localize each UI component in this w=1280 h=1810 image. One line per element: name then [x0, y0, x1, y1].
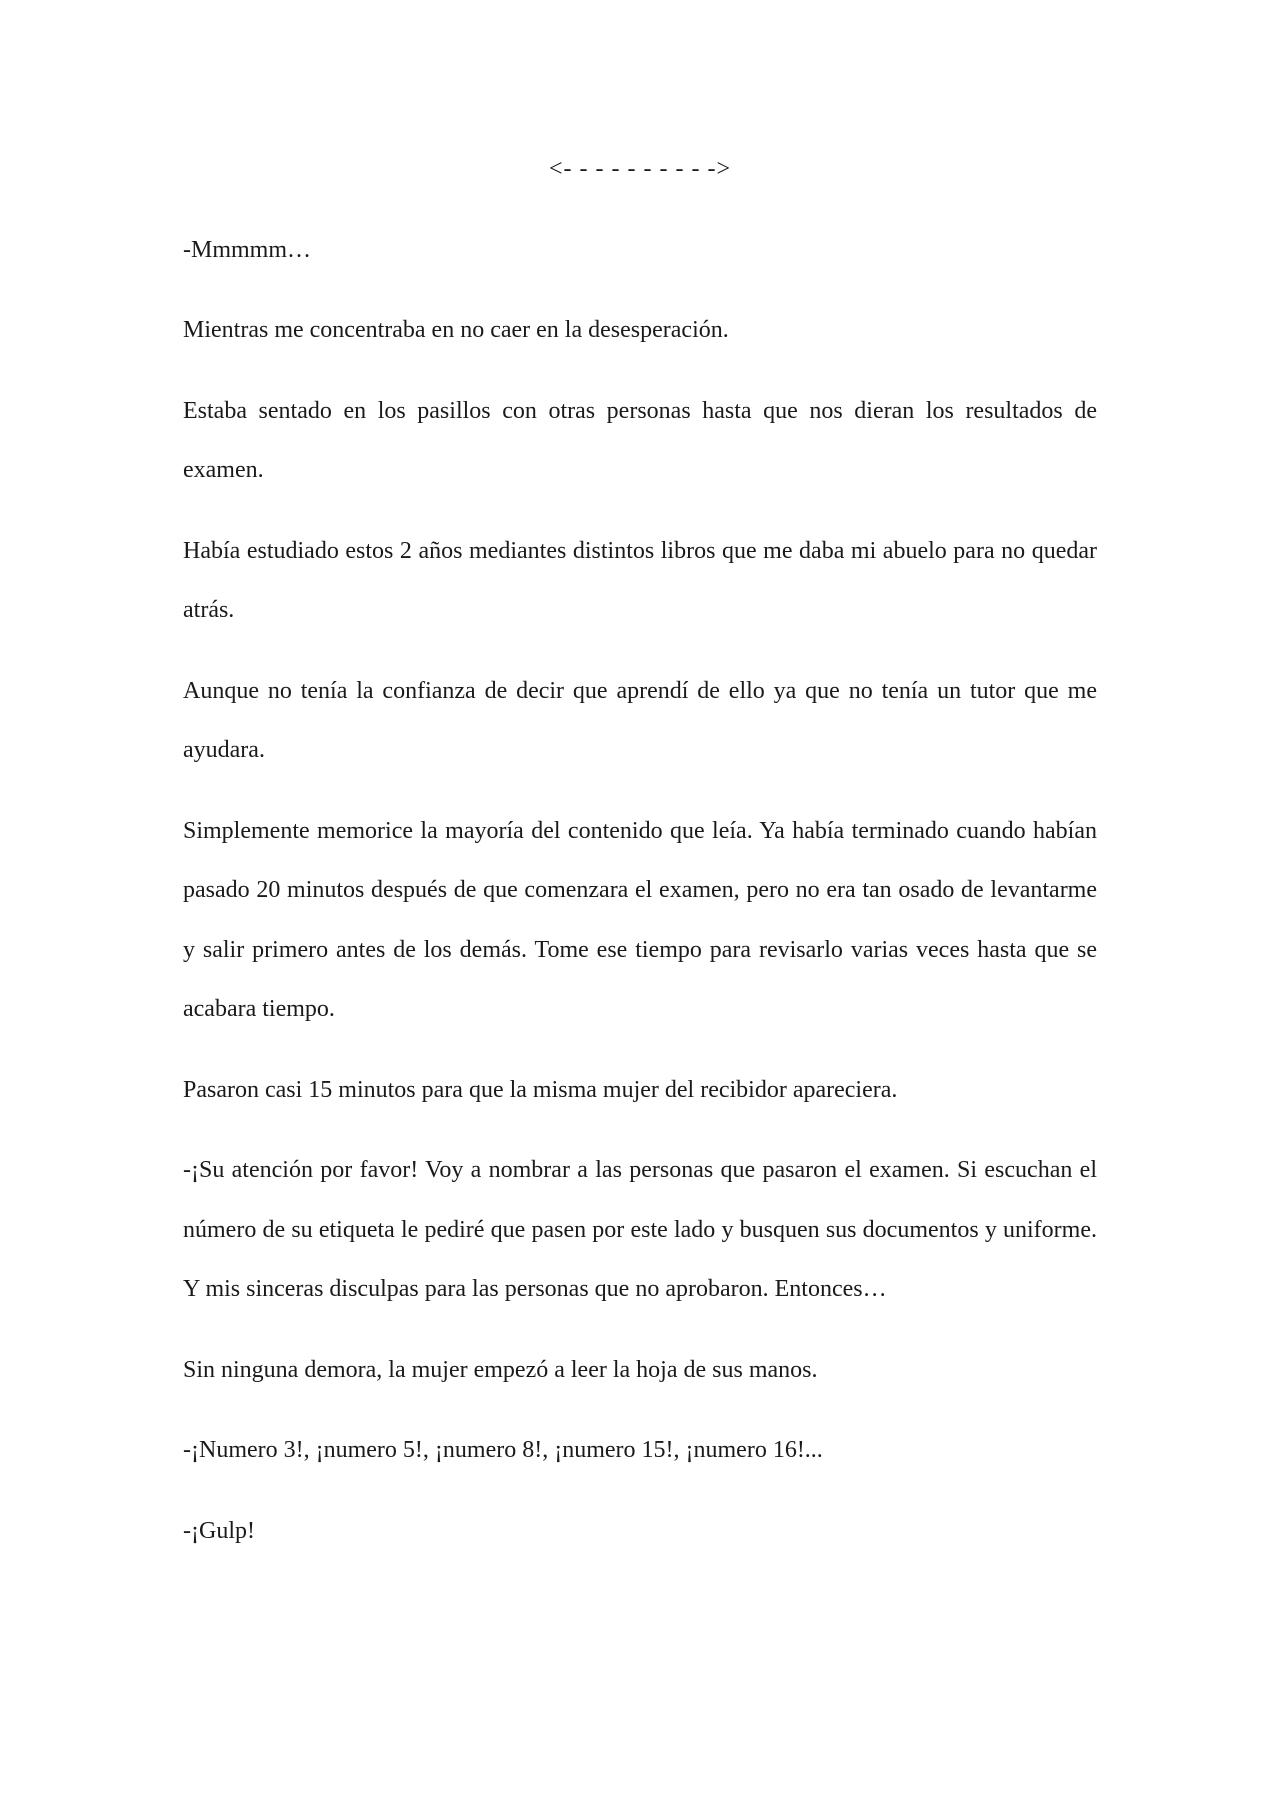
document-body	[183, 140, 1097, 1582]
paragraph: -¡Gulp!	[183, 1517, 255, 1544]
paragraph: Estaba sentado en los pasillos con otras personas hasta que nos dieran los resultados de examen.	[183, 397, 1097, 483]
paragraph: -¡Numero 3!, ¡numero 5!, ¡numero 8!, ¡numero 15!, ¡numero 16!...	[183, 1437, 823, 1463]
paragraph: Había estudiado estos 2 años mediantes distintos libros que me daba mi abuelo para no quedar atrás.	[183, 537, 1097, 623]
paragraph: Pasaron casi 15 minutos para que la misma mujer del recibidor apareciera.	[183, 1076, 898, 1103]
paragraph: Mientras me concentraba en no caer en la desesperación.	[183, 317, 729, 343]
paragraph: -Mmmmm…	[183, 236, 312, 263]
paragraph: -¡Su atención por favor! Voy a nombrar a las personas que pasaron el examen. Si escuchan el número de su etiqueta le pediré que pasen por este lado y busquen sus documentos y uniforme. Y mis sinceras disculpas para las personas que no aprobaron. Entonces…	[183, 1157, 1097, 1302]
scene-separator: <- - - - - - - - - ->	[549, 156, 731, 182]
paragraph: Aunque no tenía la confianza de decir que aprendí de ello ya que no tenía un tutor que me ayudara.	[183, 677, 1097, 763]
paragraph: Sin ninguna demora, la mujer empezó a leer la hoja de sus manos.	[183, 1356, 818, 1383]
paragraph: Simplemente memorice la mayoría del contenido que leía. Ya había terminado cuando habían pasado 20 minutos después de que comenzara el examen, pero no era tan osado de levantarme y salir primero antes de los demás. Tome ese tiempo para revisarlo varias veces hasta que se acabara tiempo.	[183, 817, 1097, 1022]
